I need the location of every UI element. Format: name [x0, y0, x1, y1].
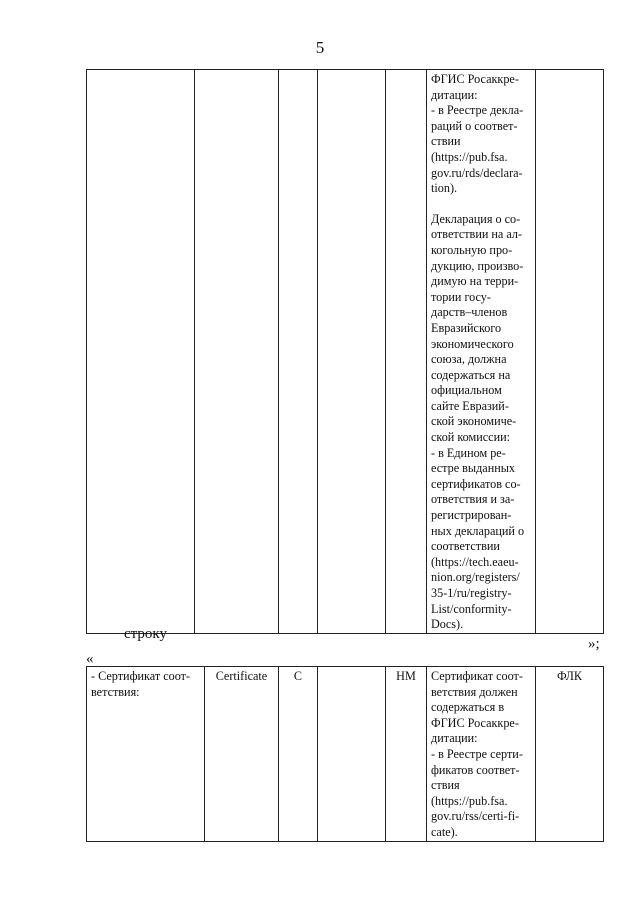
- text-line: ответствия и за-: [431, 492, 515, 507]
- text-line: сайте Евразий-: [431, 398, 509, 413]
- cell-type: [279, 70, 318, 634]
- text-line: димую на терри-: [431, 274, 519, 289]
- text-line: тории госу-: [431, 289, 491, 304]
- cell-type: [279, 667, 318, 842]
- text-line: gov.ru/rss/certi-fi-: [431, 809, 520, 824]
- text-line: ствии: [431, 134, 461, 149]
- table-row: [87, 70, 604, 634]
- text-line: дитации:: [431, 731, 478, 746]
- text-line: (https://tech.eaeu-: [431, 554, 519, 569]
- text-line: сертификатов со-: [431, 476, 521, 491]
- obligation-text: НМ: [396, 669, 416, 683]
- text-line: (https://pub.fsa.: [431, 793, 508, 808]
- text-line: ФГИС Росаккре-: [431, 715, 519, 730]
- text-line: раций о соответ-: [431, 118, 518, 133]
- cell-obligation: [386, 70, 427, 634]
- text-line: содержаться в: [431, 700, 505, 715]
- tag-text: Certificate: [215, 669, 268, 683]
- format-text: [318, 667, 385, 669]
- cell-tag: [195, 70, 279, 634]
- check-text: ФЛК: [556, 669, 583, 683]
- text-line: ской экономиче-: [431, 414, 517, 429]
- closing-quote: »;: [588, 636, 600, 652]
- text-line: - в Реестре серти-: [431, 746, 523, 761]
- text-line: - Сертификат соот-: [91, 669, 191, 683]
- text-line: регистрирован-: [431, 508, 512, 523]
- text-line: Евразийского: [431, 320, 502, 335]
- text-line: дитации:: [431, 87, 478, 102]
- text-line: Декларация о со-: [431, 211, 521, 226]
- cell-obligation: [386, 667, 427, 842]
- text-line: естре выданных: [431, 461, 516, 476]
- text-line: - в Едином ре-: [431, 445, 506, 460]
- text-line: соответствии: [431, 539, 500, 554]
- text-line: (https://pub.fsa.: [431, 149, 508, 164]
- element-name-text: [87, 667, 204, 700]
- text-line: ных деклараций о: [431, 523, 525, 538]
- text-line: когольную про-: [431, 242, 513, 257]
- table-new-row: [86, 666, 604, 842]
- text-line: - в Реестре декла-: [431, 103, 524, 118]
- table-continuation: [86, 69, 604, 634]
- opening-quote: «: [86, 651, 94, 667]
- cell-description: [427, 667, 536, 842]
- text-line: официальном: [431, 383, 502, 398]
- cell-check: [536, 70, 604, 634]
- description-text: [427, 70, 535, 633]
- cell-format: [318, 70, 386, 634]
- text-line: содержаться на: [431, 367, 511, 382]
- cell-tag: [205, 667, 279, 842]
- text-line: ствия: [431, 778, 460, 793]
- text-line: tion).: [431, 181, 458, 196]
- cell-element-name: [87, 70, 195, 634]
- cell-check: [536, 667, 604, 842]
- text-line: ветствия:: [91, 684, 140, 699]
- cell-description: [427, 70, 536, 634]
- text-line: фикатов соответ-: [431, 762, 520, 777]
- text-line: экономического: [431, 336, 514, 351]
- text-line: cate).: [431, 824, 458, 839]
- table-row: [87, 667, 604, 842]
- text-line: Сертификат соот-: [431, 669, 523, 683]
- text-line: [431, 197, 531, 212]
- instruction-word: строку: [124, 626, 167, 642]
- description-text: [427, 667, 535, 841]
- text-line: союза, должна: [431, 352, 507, 367]
- text-line: gov.ru/rds/declara-: [431, 165, 523, 180]
- text-line: ской комиссии:: [431, 430, 511, 445]
- cell-element-name: [87, 667, 205, 842]
- text-line: ФГИС Росаккре-: [431, 72, 519, 86]
- text-line: nion.org/registers/: [431, 570, 520, 585]
- type-text: С: [293, 669, 303, 683]
- text-line: дарств–членов: [431, 305, 508, 320]
- text-line: List/conformity-: [431, 601, 512, 616]
- cell-format: [318, 667, 386, 842]
- text-line: ответствии на ал-: [431, 227, 523, 242]
- page-number: 5: [315, 38, 325, 57]
- text-line: ветствия должен: [431, 684, 518, 699]
- text-line: 35-1/ru/registry-: [431, 586, 512, 600]
- text-line: Docs).: [431, 617, 464, 632]
- text-line: дукцию, произво-: [431, 258, 524, 273]
